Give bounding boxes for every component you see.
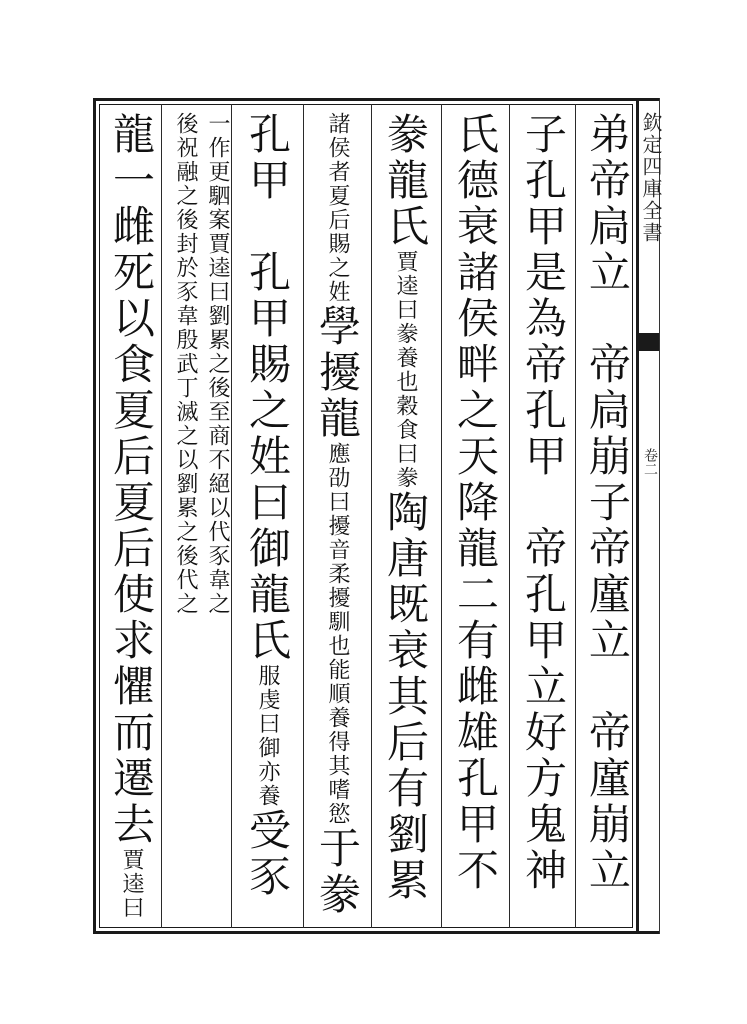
text-column-7 [200,112,230,922]
spine-volume: 卷二 [642,448,658,476]
column-divider [371,104,372,928]
column-divider [509,104,510,928]
spine-book-title: 欽定四庫全書 [639,112,663,244]
text-column-6 [240,112,294,922]
column-divider [231,104,232,928]
column-divider [303,104,304,928]
main-text: 于豢 [313,826,362,918]
commentary-text: 賈逵曰豢養也穀食曰豢 [393,250,418,490]
text-column-4 [378,112,432,922]
text-column-3 [448,112,502,922]
main-text: 子孔甲是為帝孔甲 帝孔甲立好方鬼神 [519,112,568,894]
column-divider [441,104,442,928]
text-column-5 [310,112,364,922]
text-column-9 [104,112,158,922]
main-text: 弟帝扃立 帝扃崩子帝廑立 帝廑崩立 [583,112,632,894]
commentary-text: 一作更駟案賈逵曰劉累之後至商不絕以代豕韋之 [205,112,230,616]
text-column-8 [168,112,198,922]
commentary-text: 服虔曰御亦養 [255,664,280,808]
main-text: 孔甲 孔甲賜之姓曰御龍氏 [243,112,292,664]
column-divider [161,104,162,928]
main-text: 龍一雌死以食夏后夏后使求懼而遷去 [107,112,156,848]
main-text: 受豕 [243,808,292,900]
text-column-2 [516,112,570,922]
main-text: 陶唐既衰其后有劉累 [381,490,430,904]
text-column-1 [580,112,634,922]
main-text: 豢龍氏 [381,112,430,250]
commentary-text: 諸侯者夏后賜之姓 [325,112,350,304]
main-text: 學擾龍 [313,304,362,442]
commentary-text: 後祝融之後封於豕韋殷武丁滅之以劉累之後代之 [173,112,198,616]
commentary-text: 應劭曰擾音柔擾馴也能順養得其嗜慾 [325,442,350,826]
spine-fishtail-mark [639,333,659,351]
main-text: 氏德衰諸侯畔之天降龍二有雌雄孔甲不 [451,112,500,894]
column-divider [575,104,576,928]
commentary-text: 賈逵曰 [119,848,144,920]
